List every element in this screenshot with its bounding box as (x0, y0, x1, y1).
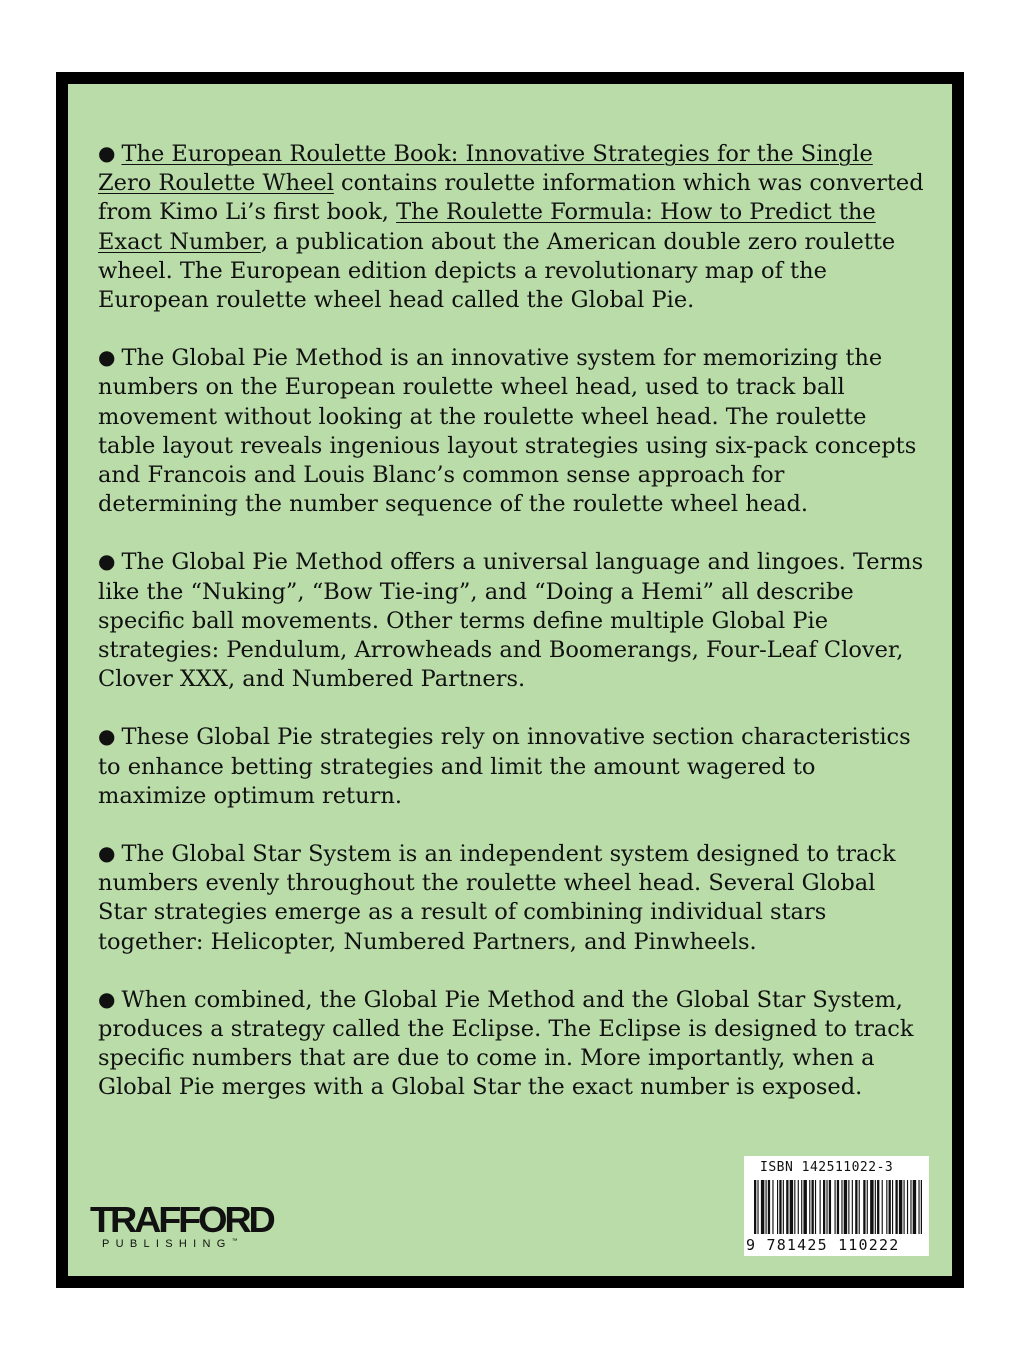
paragraph-text: When combined, the Global Pie Method and the Global Star System, produces a strategy called the Eclipse. The Eclipse is designed to track specific numbers that are due to come in. More importantly, when a Global Pie merges with a Global Star the exact number is exposed. (98, 986, 914, 1101)
barcode-bar (794, 1180, 795, 1234)
bullet-icon: ● (98, 724, 116, 749)
bullet-icon: ● (98, 141, 116, 165)
paragraph-3 (98, 548, 928, 694)
bullet-icon: ● (98, 345, 116, 370)
barcode-bar (837, 1180, 839, 1234)
description-text (98, 140, 928, 1132)
barcode-bar (867, 1180, 868, 1234)
paragraph-text: These Global Pie strategies rely on innovative section characteristics to enhance betting strategies and limit the amount wagered to maximize optimum return. (98, 724, 911, 809)
paragraph-text: contains roulette information which was converted from Kimo Li’s first book, (98, 170, 924, 226)
barcode-bar (761, 1180, 764, 1234)
barcode-bar (913, 1180, 916, 1234)
barcode-bar (779, 1180, 781, 1234)
paragraph-5 (98, 840, 928, 957)
barcode-bar (855, 1180, 857, 1234)
barcode-bar (790, 1180, 793, 1234)
paragraph-6 (98, 986, 928, 1103)
paragraph-text: , a publication about the American double zero roulette wheel. The European edition depicts a revolutionary map of the European roulette wheel head called the Global Pie. (98, 228, 896, 314)
barcode-bar (783, 1180, 784, 1234)
barcode-bar (823, 1180, 825, 1234)
bullet-icon: ● (98, 549, 116, 574)
barcode-bar (754, 1180, 756, 1234)
paragraph-2 (98, 344, 928, 519)
barcode-bar (859, 1180, 860, 1234)
barcode-bar (870, 1180, 873, 1234)
paragraph-4 (98, 723, 928, 811)
barcode-bar (852, 1180, 853, 1234)
barcode-digits: 9 781425 110222 (746, 1236, 900, 1254)
barcode-bar (904, 1180, 905, 1234)
barcode-bar (798, 1180, 799, 1234)
barcode-bar (892, 1180, 893, 1234)
book-title-formula: The Roulette Formula: How to Predict the Exact Number (98, 199, 876, 255)
publisher-name: TRAFFORD (90, 1199, 273, 1240)
barcode-bar (772, 1180, 773, 1234)
barcode-bar (841, 1180, 842, 1234)
barcode-bar (812, 1180, 814, 1234)
green-panel (68, 84, 952, 1276)
paragraph-1 (98, 140, 928, 315)
barcode-bar (757, 1180, 758, 1234)
barcode-bar (809, 1180, 810, 1234)
paragraph-text: The Global Pie Method is an innovative system for memorizing the numbers on the European roulette wheel head, used to track ball movement without looking at the roulette wheel head. The roulette table layout reveals ingenious layout strategies using six-pack concepts and Francois and Louis Blanc’s common sense approach for determining the number sequence of the roulette wheel head. (98, 345, 917, 518)
barcode-bar (889, 1180, 891, 1234)
paragraph-text: The Global Pie Method offers a universal language and lingoes. Terms like the “Nuking”, “Bow Tie-ing”, and “Doing a Hemi” all describe specific ball movements. Other terms define multiple Global Pie strategies: Pendulum, Arrowheads and Boomerangs, Four-Leaf Clover, Clover XXX, and Numbered Partners. (98, 549, 924, 693)
back-cover (56, 72, 964, 1288)
barcode-bar (910, 1180, 911, 1234)
isbn-barcode (744, 1156, 929, 1256)
barcode-bar (768, 1180, 770, 1234)
barcode-bar (895, 1180, 897, 1234)
bullet-icon: ● (98, 841, 116, 866)
trademark-symbol: ™ (231, 1238, 238, 1245)
barcode-bar (863, 1180, 865, 1234)
barcode-bar (844, 1180, 847, 1234)
barcode-bar (835, 1180, 836, 1234)
barcode-bar (921, 1180, 922, 1234)
bullet-icon: ● (98, 986, 116, 1011)
barcode-bar (875, 1180, 876, 1234)
barcode-bar (766, 1180, 767, 1234)
barcode-bar (907, 1180, 908, 1234)
isbn-label: ISBN 142511022-3 (760, 1160, 894, 1175)
barcode-bar (826, 1180, 827, 1234)
barcode-bar (899, 1180, 902, 1234)
paragraph-text: The Global Star System is an independent system designed to track numbers evenly throughout the roulette wheel head. Several Global Star strategies emerge as a result of combining individual stars together: Helicopter, Numbered Partners, and Pinwheels. (98, 841, 896, 955)
barcode-bars (754, 1180, 922, 1234)
barcode-bar (882, 1180, 883, 1234)
barcode-bar (877, 1180, 879, 1234)
barcode-bar (803, 1180, 806, 1234)
book-title-european: The European Roulette Book: Innovative Strategies for the Single Zero Roulette Wheel (98, 141, 873, 197)
barcode-bar (820, 1180, 821, 1234)
barcode-bar (801, 1180, 802, 1234)
barcode-bar (786, 1180, 788, 1234)
barcode-bar (829, 1180, 831, 1234)
barcode-bar (918, 1180, 919, 1234)
barcode-bar (777, 1180, 778, 1234)
barcode-bar (815, 1180, 816, 1234)
barcode-bar (886, 1180, 887, 1234)
publisher-tagline-text: PUBLISHING (102, 1238, 232, 1250)
barcode-bar (848, 1180, 849, 1234)
publisher-logo (90, 1199, 290, 1250)
